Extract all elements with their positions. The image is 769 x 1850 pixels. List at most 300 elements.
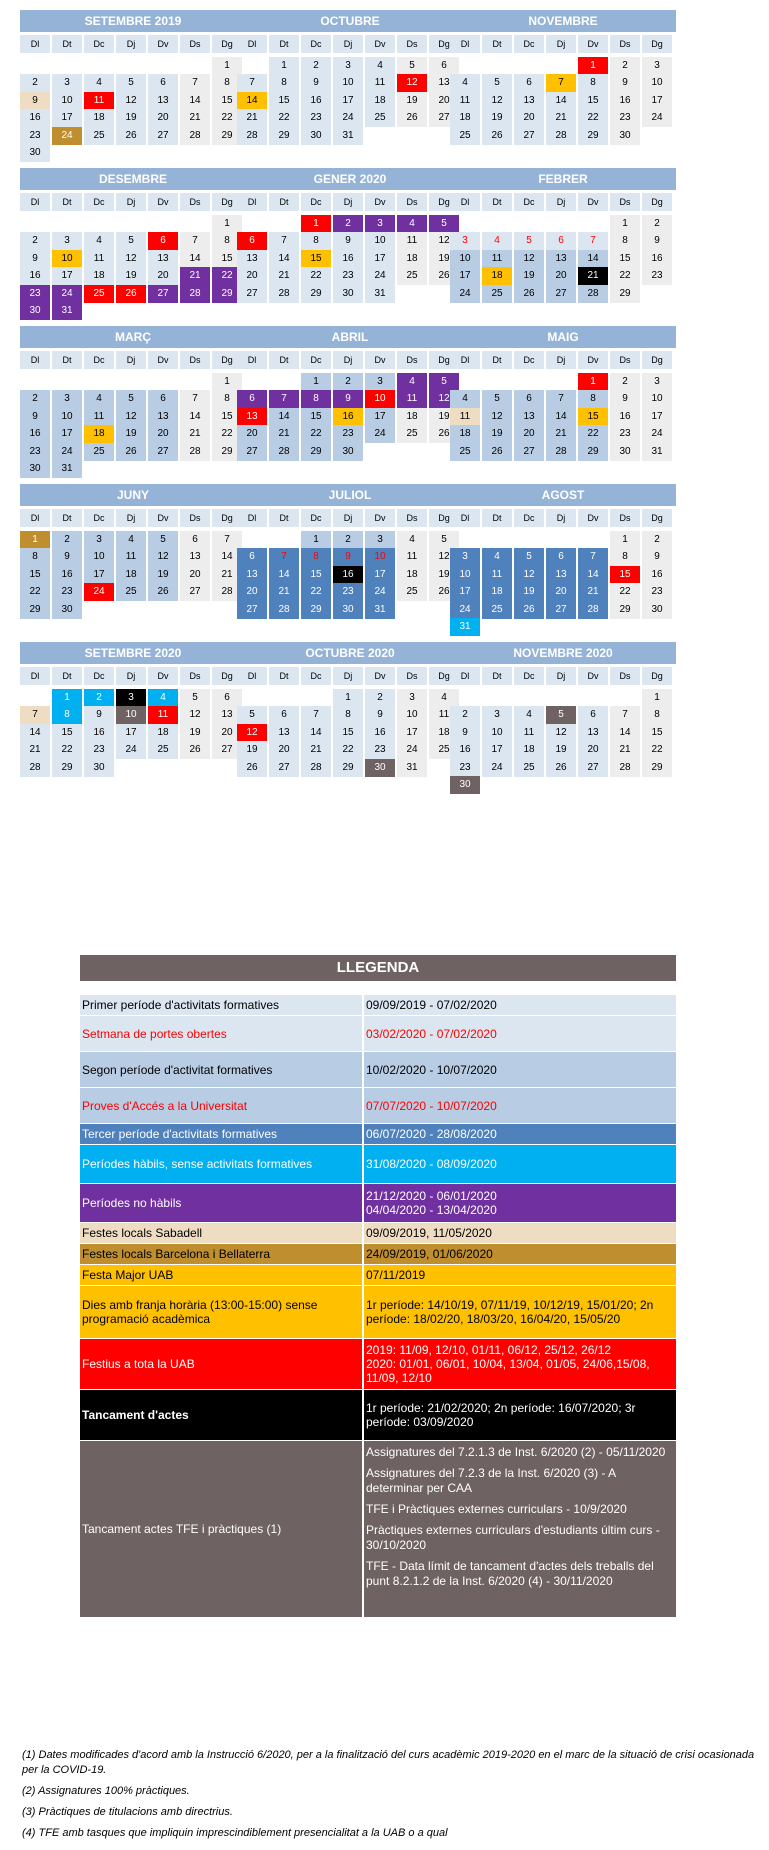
- day-cell: 24: [482, 759, 512, 777]
- day-cell: 4: [148, 689, 178, 707]
- day-cell: 18: [84, 267, 114, 285]
- legend-row: [80, 1265, 676, 1286]
- day-cell: 3: [450, 232, 480, 250]
- weekday-label: Ds: [180, 667, 210, 685]
- day-cell: 17: [84, 566, 114, 584]
- day-cell: 7: [237, 74, 267, 92]
- legend-title: LLEGENDA: [80, 955, 676, 981]
- day-cell: 2: [610, 57, 640, 75]
- legend-value: 07/07/2020 - 10/07/2020: [366, 1098, 497, 1113]
- day-cell: 6: [180, 531, 210, 549]
- weekday-label: Dc: [514, 509, 544, 527]
- weekday-label: Dj: [333, 509, 363, 527]
- day-cell: 21: [546, 425, 576, 443]
- day-cell: 9: [642, 548, 672, 566]
- day-cell: 11: [397, 548, 427, 566]
- day-cell: 1: [610, 215, 640, 233]
- legend-row: [80, 1184, 676, 1223]
- weekday-label: Dc: [84, 193, 114, 211]
- weekday-label: Dj: [546, 35, 576, 53]
- day-cell: 3: [116, 689, 146, 707]
- day-cell: 16: [52, 566, 82, 584]
- day-cell: 10: [365, 390, 395, 408]
- day-cell: 28: [269, 601, 299, 619]
- weekday-label: Dt: [269, 35, 299, 53]
- weekday-label: Dg: [429, 35, 459, 53]
- day-cell: 17: [365, 250, 395, 268]
- legend-row: [80, 1390, 676, 1441]
- day-cell: 13: [429, 74, 459, 92]
- day-cell: 8: [269, 74, 299, 92]
- legend-label: Períodes hàbils, sense activitats formatives: [80, 1145, 364, 1183]
- day-cell: 27: [148, 285, 178, 303]
- day-cell: 21: [180, 425, 210, 443]
- day-cell: 8: [212, 232, 242, 250]
- day-cell: 2: [610, 373, 640, 391]
- weekday-label: Dt: [482, 509, 512, 527]
- weekday-label: Dg: [429, 351, 459, 369]
- day-cell: 12: [429, 390, 459, 408]
- day-cell: 22: [212, 109, 242, 127]
- day-cell: 15: [301, 566, 331, 584]
- weekday-label: Dc: [84, 667, 114, 685]
- month-calendar: [237, 642, 463, 835]
- day-grid: [450, 685, 676, 835]
- legend-value: 06/07/2020 - 28/08/2020: [366, 1127, 497, 1141]
- day-cell: 13: [269, 724, 299, 742]
- legend-label: Proves d'Accés a la Universitat: [80, 1088, 364, 1123]
- legend-value: 09/09/2019 - 07/02/2020: [366, 998, 497, 1012]
- day-cell: 26: [429, 583, 459, 601]
- day-cell: 7: [20, 706, 50, 724]
- weekday-label: Dt: [482, 35, 512, 53]
- day-cell: 22: [610, 583, 640, 601]
- legend-label: Setmana de portes obertes: [80, 1016, 364, 1051]
- day-cell: 10: [365, 548, 395, 566]
- legend-row-tfe: [80, 1441, 676, 1618]
- day-cell: 29: [333, 759, 363, 777]
- day-cell: 8: [610, 548, 640, 566]
- day-cell: 2: [20, 74, 50, 92]
- day-cell: 13: [546, 250, 576, 268]
- day-cell: 31: [52, 302, 82, 320]
- weekday-label: Dl: [450, 35, 480, 53]
- day-cell: 13: [237, 250, 267, 268]
- legend-value: 2019: 11/09, 12/10, 01/11, 06/12, 25/12, 26/12 2020: 01/01, 06/01, 10/04, 13/04, 01/05, 24/06,15/08, 11/09, 12/10: [366, 1343, 650, 1385]
- weekday-label: Dv: [148, 35, 178, 53]
- day-cell: 17: [116, 724, 146, 742]
- day-cell: 3: [52, 74, 82, 92]
- day-cell: 12: [148, 548, 178, 566]
- day-cell: 5: [180, 689, 210, 707]
- legend-label: Segon període d'activitat formatives: [80, 1052, 364, 1087]
- day-cell: 4: [84, 232, 114, 250]
- weekday-label: Dg: [212, 667, 242, 685]
- day-cell: 17: [642, 408, 672, 426]
- day-cell: 25: [365, 109, 395, 127]
- day-cell: 18: [397, 566, 427, 584]
- legend-row: [80, 1339, 676, 1390]
- weekday-header: [237, 667, 463, 685]
- day-cell: 26: [429, 267, 459, 285]
- day-cell: 30: [20, 302, 50, 320]
- day-cell: 30: [450, 776, 480, 794]
- day-cell: 11: [450, 92, 480, 110]
- day-cell: 6: [269, 706, 299, 724]
- day-cell: 31: [365, 601, 395, 619]
- day-cell: 26: [429, 425, 459, 443]
- month-title: AGOST: [450, 484, 676, 506]
- day-cell: 8: [52, 706, 82, 724]
- weekday-label: Dg: [642, 35, 672, 53]
- day-cell: 10: [333, 74, 363, 92]
- day-cell: 12: [514, 566, 544, 584]
- weekday-label: Dl: [20, 35, 50, 53]
- day-cell: 28: [578, 285, 608, 303]
- day-cell: 16: [610, 408, 640, 426]
- day-cell: 8: [642, 706, 672, 724]
- day-cell: 23: [333, 425, 363, 443]
- legend-value: 10/02/2020 - 10/07/2020: [366, 1062, 497, 1077]
- day-cell: 23: [84, 741, 114, 759]
- day-cell: 29: [610, 285, 640, 303]
- day-cell: 12: [429, 232, 459, 250]
- day-cell: 26: [180, 741, 210, 759]
- day-cell: 23: [610, 425, 640, 443]
- day-cell: 6: [148, 74, 178, 92]
- day-cell: 11: [116, 548, 146, 566]
- month-calendar: [450, 642, 676, 835]
- weekday-label: Dv: [365, 351, 395, 369]
- day-cell: 14: [180, 408, 210, 426]
- day-cell: 4: [482, 232, 512, 250]
- day-cell: 5: [116, 232, 146, 250]
- day-cell: 3: [84, 531, 114, 549]
- day-cell: 19: [397, 92, 427, 110]
- day-cell: 30: [610, 127, 640, 145]
- day-cell: 27: [148, 127, 178, 145]
- weekday-label: Dv: [365, 509, 395, 527]
- month-title: OCTUBRE 2020: [237, 642, 463, 664]
- day-cell: 22: [301, 583, 331, 601]
- day-cell: 22: [301, 425, 331, 443]
- day-cell: 11: [84, 408, 114, 426]
- day-cell: 9: [20, 408, 50, 426]
- day-cell: 24: [365, 267, 395, 285]
- day-cell: 22: [52, 741, 82, 759]
- weekday-label: Dv: [365, 193, 395, 211]
- day-cell: 6: [546, 232, 576, 250]
- weekday-label: Dt: [482, 193, 512, 211]
- weekday-label: Dg: [642, 193, 672, 211]
- day-cell: 30: [333, 285, 363, 303]
- day-cell: 10: [450, 566, 480, 584]
- day-cell: 16: [642, 250, 672, 268]
- day-cell: 17: [365, 566, 395, 584]
- day-cell: 15: [610, 250, 640, 268]
- weekday-header: [237, 35, 463, 53]
- day-cell: 27: [429, 109, 459, 127]
- day-cell: 20: [546, 583, 576, 601]
- day-cell: 11: [148, 706, 178, 724]
- day-cell: 7: [578, 232, 608, 250]
- weekday-label: Dc: [84, 35, 114, 53]
- day-cell: 20: [546, 267, 576, 285]
- weekday-label: Dl: [450, 667, 480, 685]
- day-cell: 23: [610, 109, 640, 127]
- weekday-header: [450, 509, 676, 527]
- day-cell: 19: [237, 741, 267, 759]
- day-cell: 2: [642, 531, 672, 549]
- weekday-label: Dj: [116, 193, 146, 211]
- month-title: NOVEMBRE 2020: [450, 642, 676, 664]
- day-cell: 31: [365, 285, 395, 303]
- day-cell: 14: [546, 408, 576, 426]
- day-cell: 23: [20, 127, 50, 145]
- day-cell: 24: [642, 109, 672, 127]
- day-cell: 18: [482, 583, 512, 601]
- day-cell: 17: [450, 267, 480, 285]
- day-cell: 6: [237, 232, 267, 250]
- legend-value: 1r període: 21/02/2020; 2n període: 16/07/2020; 3r període: 03/09/2020: [366, 1401, 636, 1429]
- day-cell: 6: [514, 390, 544, 408]
- day-cell: 5: [237, 706, 267, 724]
- day-cell: 24: [642, 425, 672, 443]
- weekday-label: Dl: [20, 193, 50, 211]
- day-cell: 18: [84, 425, 114, 443]
- day-cell: 1: [269, 57, 299, 75]
- day-cell: 20: [237, 425, 267, 443]
- day-cell: 28: [610, 759, 640, 777]
- day-cell: 18: [397, 250, 427, 268]
- day-cell: 18: [450, 425, 480, 443]
- day-cell: 20: [180, 566, 210, 584]
- day-cell: 23: [20, 443, 50, 461]
- day-cell: 12: [397, 74, 427, 92]
- weekday-header: [20, 509, 246, 527]
- day-cell: 14: [546, 92, 576, 110]
- weekday-label: Dj: [333, 351, 363, 369]
- day-cell: 3: [52, 390, 82, 408]
- day-cell: 24: [333, 109, 363, 127]
- legend-label: Tancament actes TFE i pràctiques (1): [80, 1441, 364, 1617]
- day-cell: 5: [429, 531, 459, 549]
- day-cell: 29: [301, 285, 331, 303]
- weekday-label: Dv: [578, 35, 608, 53]
- legend-label: Períodes no hàbils: [80, 1184, 364, 1222]
- day-cell: 30: [20, 460, 50, 478]
- legend-value-item: Assignatures del 7.2.3 de la Inst. 6/2020 (3) - A determinar per CAA: [366, 1466, 616, 1495]
- weekday-label: Dt: [269, 193, 299, 211]
- day-cell: 6: [429, 57, 459, 75]
- weekday-label: Dl: [20, 667, 50, 685]
- day-cell: 24: [52, 127, 82, 145]
- day-cell: 17: [52, 425, 82, 443]
- weekday-header: [20, 351, 246, 369]
- day-cell: 24: [116, 741, 146, 759]
- legend-label: Primer període d'activitats formatives: [80, 995, 364, 1015]
- weekday-label: Ds: [180, 193, 210, 211]
- day-cell: 19: [546, 741, 576, 759]
- weekday-label: Dg: [429, 509, 459, 527]
- day-cell: 2: [84, 689, 114, 707]
- weekday-label: Dl: [450, 509, 480, 527]
- legend-label: Dies amb franja horària (13:00-15:00) sense programació acadèmica: [80, 1286, 364, 1338]
- weekday-label: Dv: [578, 509, 608, 527]
- day-cell: 1: [20, 531, 50, 549]
- legend-row: [80, 1244, 676, 1265]
- day-cell: 15: [610, 566, 640, 584]
- footnote: (4) TFE amb tasques que impliquin imprescindiblement presencialitat a la UAB o a qual: [22, 1827, 448, 1839]
- day-cell: 9: [333, 232, 363, 250]
- month-title: SETEMBRE 2019: [20, 10, 246, 32]
- day-cell: 4: [116, 531, 146, 549]
- day-cell: 3: [365, 373, 395, 391]
- weekday-label: Ds: [397, 351, 427, 369]
- month-title: ABRIL: [237, 326, 463, 348]
- day-cell: 11: [84, 92, 114, 110]
- day-cell: 20: [429, 92, 459, 110]
- day-cell: 16: [20, 425, 50, 443]
- day-cell: 19: [429, 566, 459, 584]
- day-cell: 11: [482, 250, 512, 268]
- day-cell: 26: [237, 759, 267, 777]
- day-cell: 17: [52, 109, 82, 127]
- day-cell: 25: [429, 741, 459, 759]
- day-cell: 31: [642, 443, 672, 461]
- day-cell: 4: [397, 373, 427, 391]
- month-title: OCTUBRE: [237, 10, 463, 32]
- day-cell: 4: [514, 706, 544, 724]
- day-cell: 8: [578, 74, 608, 92]
- weekday-label: Ds: [397, 509, 427, 527]
- day-cell: 6: [148, 232, 178, 250]
- weekday-label: Dv: [148, 351, 178, 369]
- weekday-label: Dc: [514, 667, 544, 685]
- day-cell: 25: [397, 267, 427, 285]
- day-cell: 30: [52, 601, 82, 619]
- day-cell: 22: [269, 109, 299, 127]
- day-cell: 21: [20, 741, 50, 759]
- weekday-label: Ds: [180, 35, 210, 53]
- weekday-header: [20, 35, 246, 53]
- day-cell: 14: [180, 92, 210, 110]
- legend-row: [80, 995, 676, 1016]
- weekday-label: Dj: [546, 667, 576, 685]
- day-cell: 28: [180, 127, 210, 145]
- day-cell: 30: [642, 601, 672, 619]
- day-cell: 3: [482, 706, 512, 724]
- day-cell: 22: [20, 583, 50, 601]
- day-cell: 13: [546, 566, 576, 584]
- day-cell: 10: [52, 408, 82, 426]
- day-cell: 7: [180, 390, 210, 408]
- day-cell: 5: [429, 215, 459, 233]
- day-cell: 20: [578, 741, 608, 759]
- day-cell: 20: [237, 583, 267, 601]
- day-cell: 13: [237, 566, 267, 584]
- day-cell: 22: [578, 425, 608, 443]
- weekday-label: Dj: [116, 509, 146, 527]
- day-cell: 6: [514, 74, 544, 92]
- weekday-label: Dt: [52, 667, 82, 685]
- day-cell: 25: [397, 583, 427, 601]
- day-cell: 25: [514, 759, 544, 777]
- day-cell: 12: [237, 724, 267, 742]
- month-title: JULIOL: [237, 484, 463, 506]
- day-cell: 18: [482, 267, 512, 285]
- month-calendar: [20, 642, 246, 835]
- day-cell: 29: [269, 127, 299, 145]
- day-cell: 21: [610, 741, 640, 759]
- day-cell: 16: [642, 566, 672, 584]
- day-cell: 12: [482, 408, 512, 426]
- weekday-label: Dv: [578, 351, 608, 369]
- day-cell: 12: [116, 408, 146, 426]
- day-cell: 4: [365, 57, 395, 75]
- weekday-label: Ds: [397, 667, 427, 685]
- weekday-label: Dv: [148, 667, 178, 685]
- weekday-label: Dj: [546, 193, 576, 211]
- legend-row: [80, 1145, 676, 1184]
- day-cell: 12: [180, 706, 210, 724]
- day-cell: 26: [116, 443, 146, 461]
- legend-row: [80, 1052, 676, 1088]
- day-cell: 22: [212, 267, 242, 285]
- day-cell: 26: [514, 601, 544, 619]
- weekday-label: Dc: [84, 509, 114, 527]
- weekday-label: Dg: [212, 35, 242, 53]
- day-cell: 13: [148, 408, 178, 426]
- day-cell: 31: [450, 618, 480, 636]
- day-cell: 14: [610, 724, 640, 742]
- weekday-label: Dg: [212, 193, 242, 211]
- day-cell: 29: [52, 759, 82, 777]
- day-cell: 22: [610, 267, 640, 285]
- day-cell: 7: [269, 232, 299, 250]
- day-cell: 2: [20, 390, 50, 408]
- weekday-label: Dc: [514, 193, 544, 211]
- day-cell: 22: [642, 741, 672, 759]
- day-cell: 10: [642, 390, 672, 408]
- legend-row: [80, 1016, 676, 1052]
- day-cell: 14: [578, 250, 608, 268]
- day-cell: 14: [578, 566, 608, 584]
- day-cell: 30: [365, 759, 395, 777]
- day-cell: 8: [20, 548, 50, 566]
- day-cell: 9: [365, 706, 395, 724]
- day-cell: 27: [546, 601, 576, 619]
- day-cell: 29: [20, 601, 50, 619]
- legend-rows: [80, 995, 676, 1618]
- day-cell: 5: [482, 74, 512, 92]
- day-cell: 30: [333, 443, 363, 461]
- footnote: (3) Pràctiques de titulacions amb directrius.: [22, 1806, 233, 1818]
- weekday-header: [237, 193, 463, 211]
- month-title: NOVEMBRE: [450, 10, 676, 32]
- day-cell: 6: [237, 548, 267, 566]
- weekday-label: Dv: [578, 193, 608, 211]
- weekday-label: Dc: [514, 35, 544, 53]
- weekday-label: Dt: [52, 509, 82, 527]
- month-title: MARÇ: [20, 326, 246, 348]
- day-cell: 29: [212, 443, 242, 461]
- month-title: FEBRER: [450, 168, 676, 190]
- day-cell: 4: [450, 390, 480, 408]
- day-cell: 7: [546, 390, 576, 408]
- day-cell: 4: [84, 390, 114, 408]
- legend-value: 21/12/2020 - 06/01/2020 04/04/2020 - 13/04/2020: [366, 1189, 497, 1217]
